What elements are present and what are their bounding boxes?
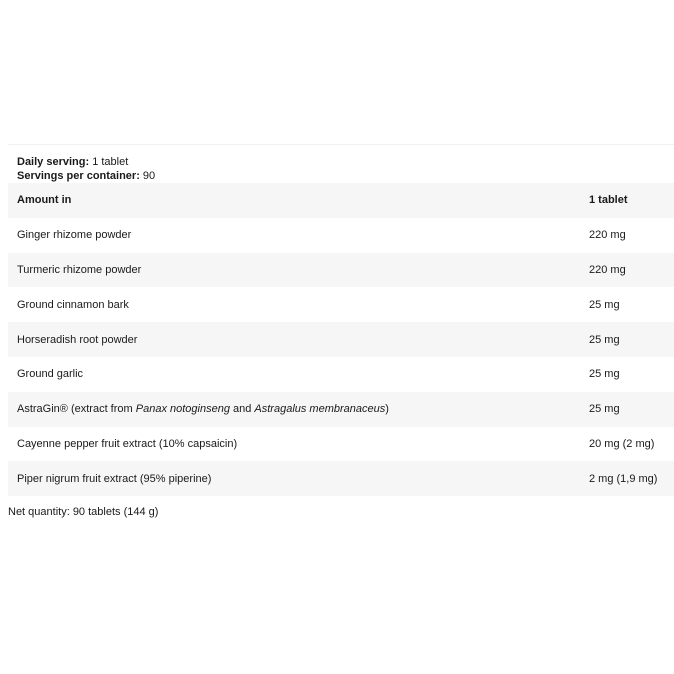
table-row (8, 357, 674, 392)
ingredient-name (8, 392, 589, 427)
serving-info (8, 145, 674, 183)
ingredients-table (8, 183, 674, 496)
ingredient-name: Ground garlic (17, 368, 84, 381)
ingredient-amount: 25 mg (589, 298, 620, 311)
servings-per-container (17, 169, 674, 183)
net-quantity: Net quantity: 90 tablets (144 g) (8, 506, 159, 518)
daily-serving-label: Daily serving: (17, 156, 90, 168)
header-amount-in: Amount in (17, 194, 72, 207)
table-row (8, 287, 674, 322)
table-row (8, 427, 674, 462)
ingredient-amount: 220 mg (589, 229, 626, 242)
ingredient-text: AstraGin® (extract from (17, 403, 136, 416)
ingredient-name: Horseradish root powder (17, 333, 138, 346)
ingredient-species: Astragalus membranaceus (254, 403, 386, 416)
ingredient-name: Cayenne pepper fruit extract (10% capsaicin) (17, 437, 238, 450)
ingredient-amount: 220 mg (589, 263, 626, 276)
daily-serving-value: 1 tablet (89, 156, 129, 168)
table-row (8, 461, 674, 496)
supplement-facts-panel (8, 144, 674, 496)
ingredient-text: and (229, 403, 255, 416)
servings-per-container-value: 90 (139, 170, 156, 182)
ingredient-amount: 20 mg (2 mg) (589, 437, 655, 450)
table-row (8, 322, 674, 357)
ingredient-species: Panax notoginseng (135, 403, 230, 416)
ingredient-name: Piper nigrum fruit extract (95% piperine) (17, 472, 212, 485)
ingredient-amount: 2 mg (1,9 mg) (589, 472, 658, 485)
ingredient-name: Ground cinnamon bark (17, 298, 129, 311)
ingredient-name: Turmeric rhizome powder (17, 263, 142, 276)
header-per-tablet: 1 tablet (589, 194, 628, 207)
ingredient-amount: 25 mg (589, 368, 620, 381)
table-row (8, 392, 674, 427)
table-row (8, 218, 674, 253)
servings-per-container-label: Servings per container: (17, 170, 140, 182)
ingredient-amount: 25 mg (589, 403, 620, 416)
ingredient-amount: 25 mg (589, 333, 620, 346)
table-header-row (8, 183, 674, 218)
daily-serving (17, 155, 674, 169)
ingredient-text: ) (385, 403, 389, 416)
ingredient-name: Ginger rhizome powder (17, 229, 132, 242)
table-row (8, 253, 674, 288)
